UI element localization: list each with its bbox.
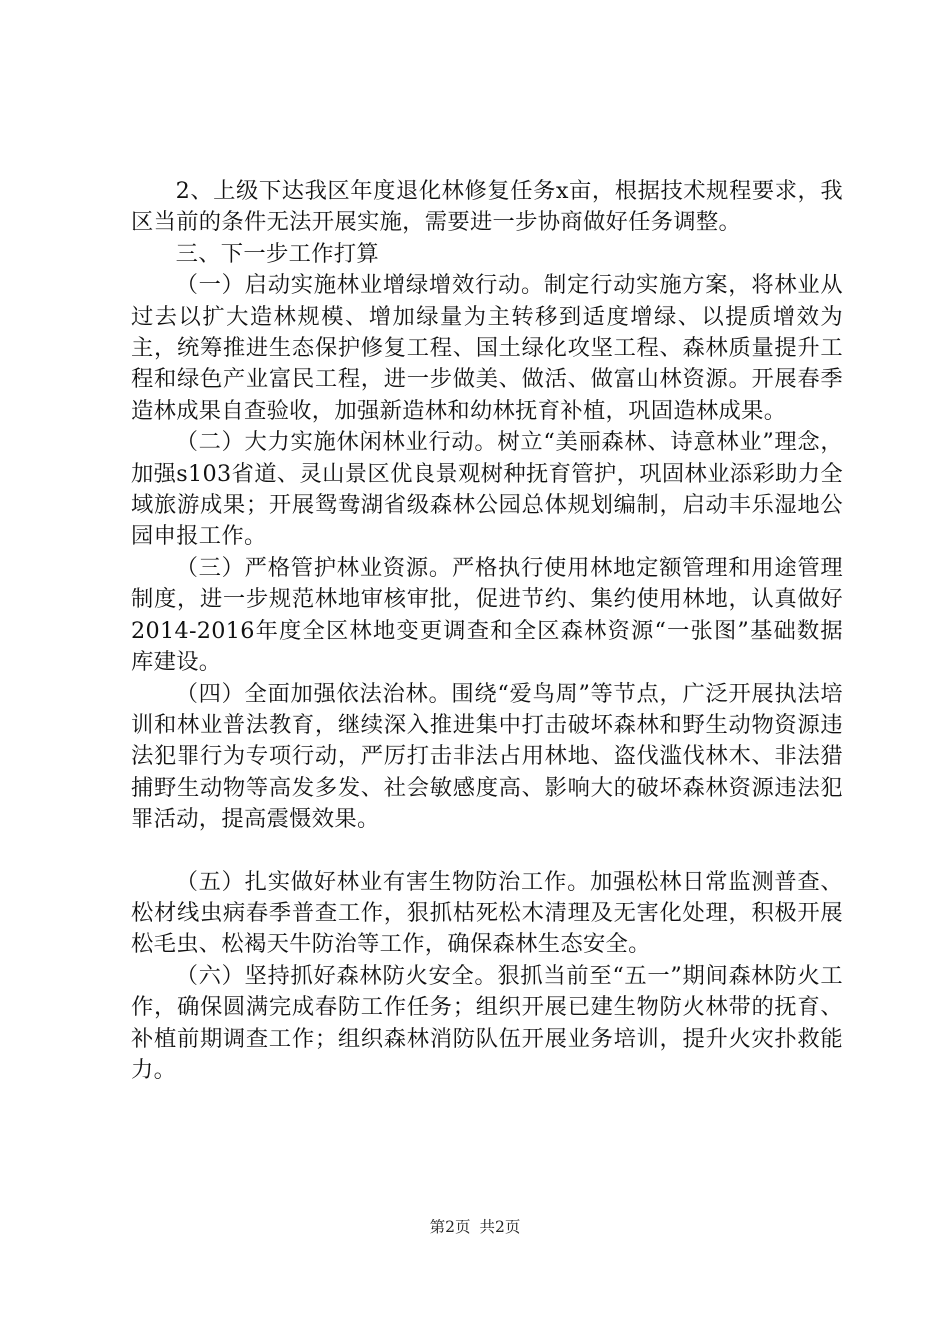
section-heading-next-steps: 三、下一步工作打算 xyxy=(175,240,379,267)
paragraph-item-5: （五）扎实做好林业有害生物防治工作。加强松林日常监测普查、松材线虫病春季普查工作，狠抓枯死松木清理及无害化处理，积极开展松毛虫、松褐天牛防治等工作，确保森林生态安全。 xyxy=(131,868,843,958)
paragraph-task-adjustment: 2、上级下达我区年度退化林修复任务x亩，根据技术规程要求，我区当前的条件无法开展实施，需要进一步协商做好任务调整。 xyxy=(131,178,843,236)
page-total: 共2页 xyxy=(479,1218,521,1236)
page-number: 第2页 xyxy=(429,1218,471,1236)
paragraph-item-2: （二）大力实施休闲林业行动。树立“美丽森林、诗意林业”理念，加强s103省道、灵山景区优良景观树种抚育管护，巩固林业添彩助力全域旅游成果；开展鸳鸯湖省级森林公园总体规划编制，启动丰乐湿地公园申报工作。 xyxy=(131,429,843,550)
paragraph-item-4: （四）全面加强依法治林。围绕“爱鸟周”等节点，广泛开展执法培训和林业普法教育，继续深入推进集中打击破坏森林和野生动物资源违法犯罪行为专项行动，严厉打击非法占用林地、盗伐滥伐林木、非法猎捕野生动物等高发多发、社会敏感度高、影响大的破坏森林资源违法犯罪活动，提高震慑效果。 xyxy=(131,680,843,833)
paragraph-item-3: （三）严格管护林业资源。严格执行使用林地定额管理和用途管理制度，进一步规范林地审核审批，促进节约、集约使用林地，认真做好2014-2016年度全区林地变更调查和全区森林资源“一张图”基础数据库建设。 xyxy=(131,554,843,676)
paragraph-item-1: （一）启动实施林业增绿增效行动。制定行动实施方案，将林业从过去以扩大造林规模、增加绿量为主转移到适度增绿、以提质增效为主，统筹推进生态保护修复工程、国土绿化攻坚工程、森林质量提升工程和绿色产业富民工程，进一步做美、做活、做富山林资源。开展春季造林成果自查验收，加强新造林和幼林抚育补植，巩固造林成果。 xyxy=(131,272,843,424)
document-body xyxy=(131,176,843,1086)
page-footer xyxy=(0,1215,950,1237)
paragraph-item-6: （六）坚持抓好森林防火安全。狠抓当前至“五一”期间森林防火工作，确保圆满完成春防工作任务；组织开展已建生物防火林带的抚育、补植前期调查工作；组织森林消防队伍开展业务培训，提升火灾扑救能力。 xyxy=(131,962,843,1083)
